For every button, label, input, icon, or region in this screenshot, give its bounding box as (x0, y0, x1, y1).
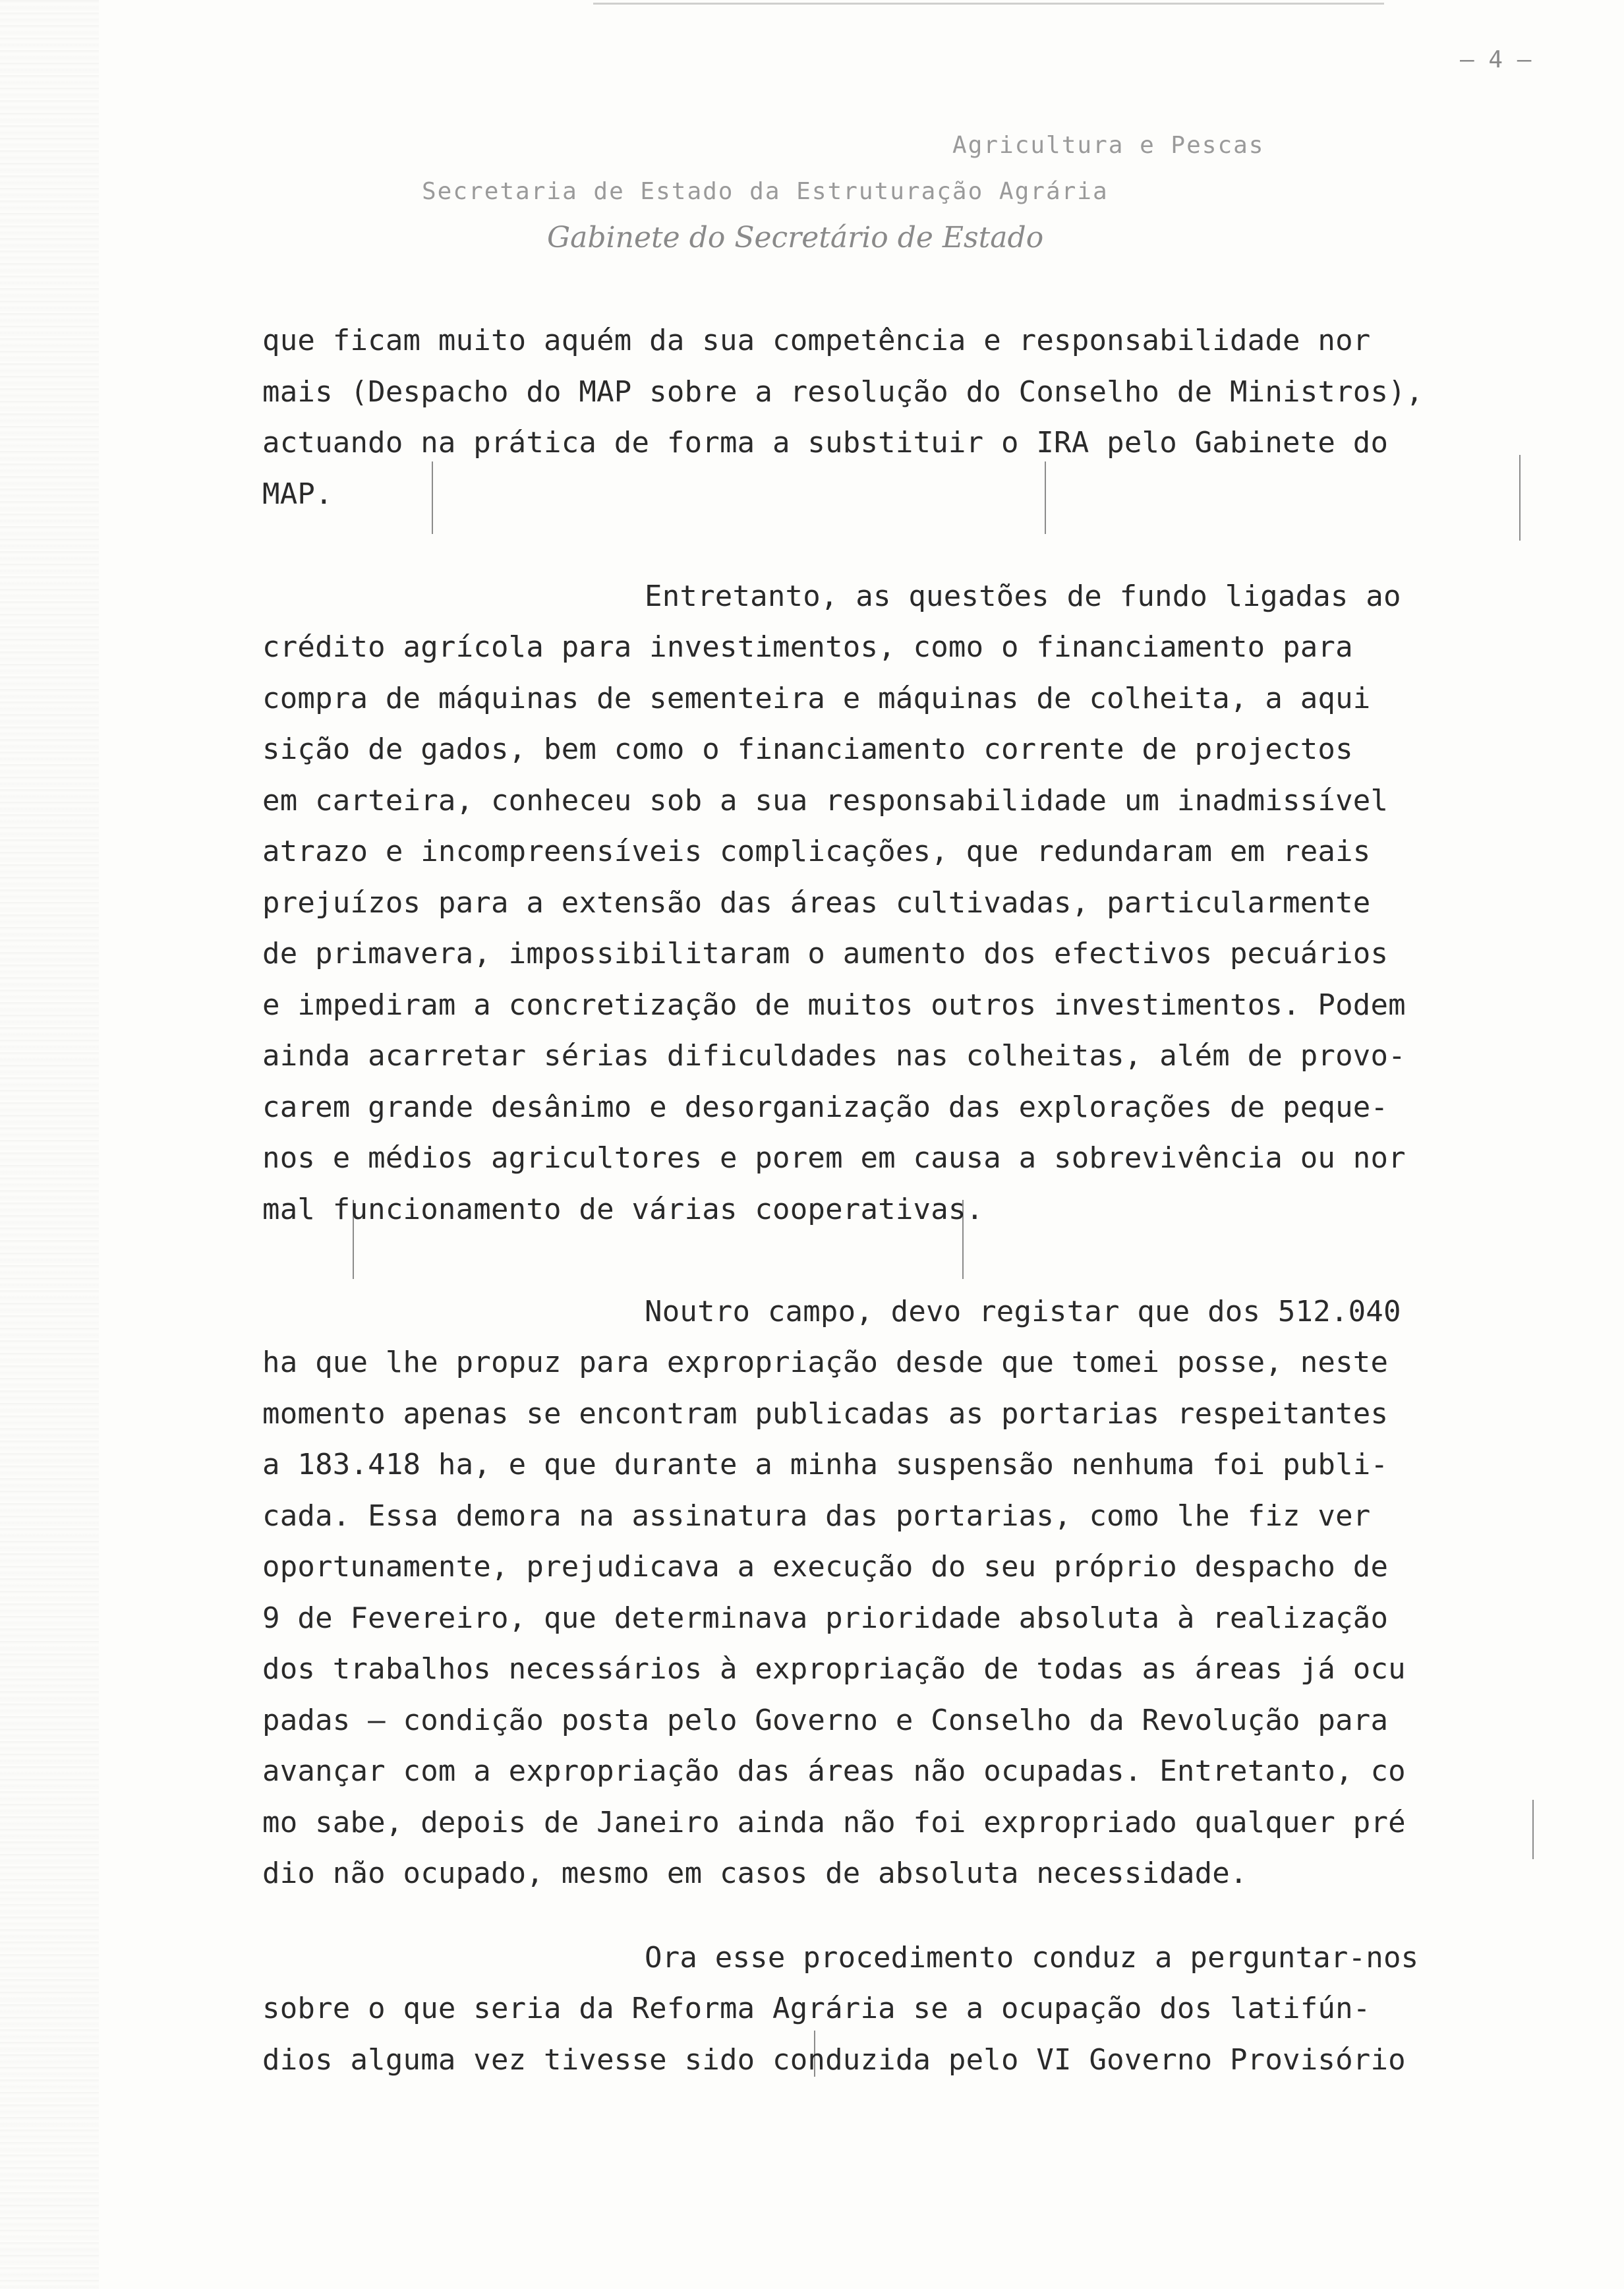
scan-noise-edge (0, 0, 99, 2289)
text-line: mo sabe, depois de Janeiro ainda não foi expropriado qualquer pré (262, 1805, 1406, 1839)
text-line: avançar com a expropriação das áreas não ocupadas. Entretanto, co (262, 1754, 1406, 1788)
text-line: a 183.418 ha, e que durante a minha suspensão nenhuma foi publi- (262, 1448, 1389, 1481)
text-line: 9 de Fevereiro, que determinava prioridade absoluta à realização (262, 1601, 1389, 1635)
text-line: cada. Essa demora na assinatura das portarias, como lhe fiz ver (262, 1499, 1371, 1533)
letterhead-secretariat: Secretaria de Estado da Estruturação Agrária (422, 178, 1109, 205)
text-line: em carteira, conheceu sob a sua responsabilidade um inadmissível (262, 783, 1389, 818)
text-line: oportunamente, prejudicava a execução do seu próprio despacho de (262, 1550, 1389, 1584)
text-line: momento apenas se encontram publicadas as portarias respeitantes (262, 1396, 1389, 1431)
scan-tick-mark (1519, 455, 1521, 541)
text-line: mal funcionamento de várias cooperativas. (262, 1192, 984, 1226)
text-line: que ficam muito aquém da sua competência e responsabilidade nor (262, 324, 1371, 357)
text-line: MAP. (262, 477, 333, 511)
paragraph (262, 1286, 1594, 1899)
letterhead-cabinet: Gabinete do Secretário de Estado (547, 221, 1044, 254)
text-line: atrazo e incompreensíveis complicações, que redundaram em reais (262, 835, 1371, 868)
text-line: compra de máquinas de sementeira e máquinas de colheita, a aqui (262, 681, 1371, 715)
text-line: ha que lhe propuz para expropriação desde que tomei posse, neste (262, 1346, 1389, 1379)
text-line: dos trabalhos necessários à expropriação de todas as áreas já ocu (262, 1652, 1406, 1686)
text-line: sição de gados, bem como o financiamento corrente de projectos (262, 732, 1353, 766)
text-line: actuando na prática de forma a substituir o IRA pelo Gabinete do (262, 426, 1389, 460)
text-line: crédito agrícola para investimentos, como o financiamento para (262, 630, 1353, 664)
scan-tick-mark (432, 461, 433, 534)
letterhead-ministry: Agricultura e Pescas (952, 132, 1265, 159)
paragraph (262, 315, 1594, 520)
text-line: Noutro campo, devo registar que dos 512.040 (645, 1294, 1401, 1328)
text-line: padas — condição posta pelo Governo e Conselho da Revolução para (262, 1703, 1389, 1737)
text-line: prejuízos para a extensão das áreas cultivadas, particularmente (262, 885, 1371, 920)
text-line: nos e médios agricultores e porem em causa a sobrevivência ou nor (262, 1141, 1406, 1175)
scan-top-line (593, 3, 1384, 5)
paragraph (262, 1932, 1594, 2086)
text-line: mais (Despacho do MAP sobre a resolução do Conselho de Ministros), (262, 374, 1424, 409)
text-line: ainda acarretar sérias dificuldades nas colheitas, além de provo- (262, 1039, 1406, 1073)
text-line: sobre o que seria da Reforma Agrária se a ocupação dos latifún- (262, 1992, 1371, 2025)
text-line: Ora esse procedimento conduz a perguntar-nos (645, 1940, 1419, 1975)
scan-tick-mark (1532, 1800, 1534, 1859)
paragraph (262, 571, 1594, 1235)
scan-tick-mark (353, 1200, 354, 1279)
scan-tick-mark (814, 2031, 815, 2077)
text-line: Entretanto, as questões de fundo ligadas ao (645, 579, 1401, 613)
text-line: e impediram a concretização de muitos outros investimentos. Podem (262, 988, 1406, 1022)
scan-tick-mark (962, 1200, 964, 1279)
scan-tick-mark (1045, 461, 1046, 534)
text-line: de primavera, impossibilitaram o aumento dos efectivos pecuários (262, 937, 1389, 970)
text-line: dios alguma vez tivesse sido conduzida pelo VI Governo Provisório (262, 2042, 1406, 2077)
text-line: carem grande desânimo e desorganização das explorações de peque- (262, 1090, 1389, 1124)
text-line: dio não ocupado, mesmo em casos de absoluta necessidade. (262, 1857, 1248, 1890)
letter-body (262, 315, 1594, 2085)
page-number: — 4 — (1460, 46, 1532, 73)
